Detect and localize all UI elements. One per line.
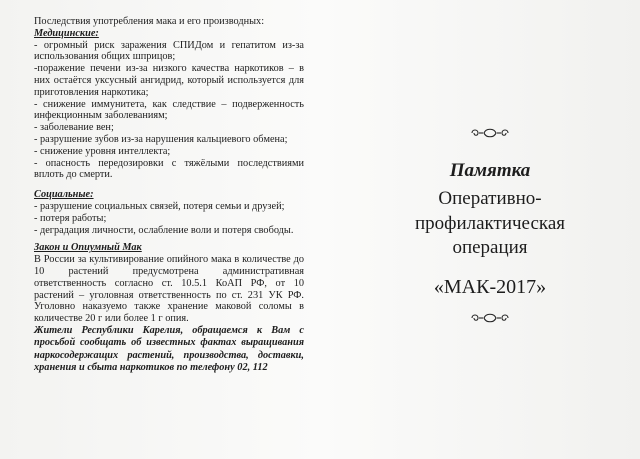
law-heading: Закон и Опиумный Мак — [34, 242, 142, 254]
operation-name: «МАК-2017» — [433, 276, 547, 298]
subtitle-line: операция — [452, 237, 528, 258]
medical-list — [34, 40, 304, 182]
list-item: - заболевание вен; — [34, 122, 114, 134]
list-item: - деградация личности, ослабление воли и потеря свободы. — [34, 224, 294, 236]
left-column — [34, 16, 304, 375]
subtitle-line: Оперативно- — [438, 188, 542, 209]
list-item: - разрушение зубов из-за нарушения кальциевого обмена; — [34, 133, 288, 145]
list-item: - огромный риск заражения СПИДом и гепатитом из-за использования общих шприцов; — [34, 39, 304, 63]
scroll-ornament-icon — [469, 127, 511, 139]
social-heading: Социальные: — [34, 189, 94, 201]
list-item: - потеря работы; — [34, 212, 107, 224]
medical-heading: Медицинские: — [34, 27, 99, 39]
law-text: В России за культивирование опийного мака в количестве до 10 растений предусмотрена административная ответственность согласно ст. 10.5.1 КоАП РФ, от 10 растений – уголовная ответственность по ст. 231 УК РФ. Уголовно наказуемо также хранение маковой соломы в количестве 20 г или более 1 г опия. — [34, 254, 304, 325]
subtitle-line: профилактическая — [414, 212, 566, 234]
intro-text: Последствия употребления мака и его производных: — [34, 16, 265, 27]
right-column — [380, 0, 600, 459]
list-item: - разрушение социальных связей, потеря семьи и друзей; — [34, 200, 285, 212]
appeal-text: Жители Республики Карелия, обращаемся к Вам с просьбой сообщать об известных фактах выращивания наркосодержащих растений, производства, доставки, хранения и сбыта наркотиков по телефону 02, 112 — [34, 324, 304, 374]
list-item: - снижение уровня интеллекта; — [34, 145, 171, 157]
scroll-ornament-icon — [469, 312, 511, 324]
list-item: -поражение печени из-за низкого качества наркотиков – в них остаётся уксусный ангидрид, который используется для приготовления наркотика; — [34, 63, 304, 98]
list-item: - снижение иммунитета, как следствие – подверженность инфекционным заболеваниям; — [34, 98, 304, 122]
list-item: - опасность передозировки с тяжёлыми последствиями вплоть до смерти. — [34, 157, 304, 181]
leaflet-subtitle — [380, 187, 600, 261]
leaflet-title: Памятка — [449, 160, 531, 181]
social-list — [34, 201, 304, 236]
